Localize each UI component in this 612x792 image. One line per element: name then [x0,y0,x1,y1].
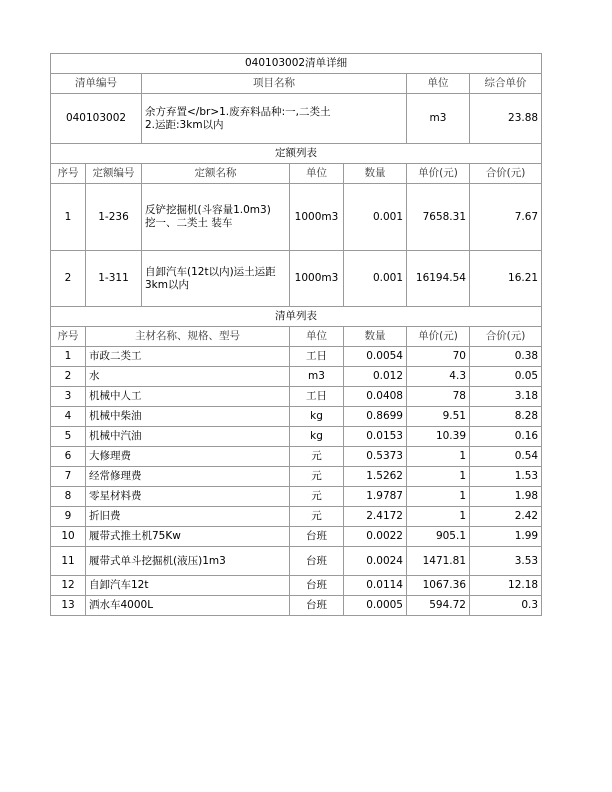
material-unit: 元 [290,487,344,507]
summary-name [142,94,407,144]
quota-section-title: 定额列表 [51,144,542,164]
quota-row [51,184,542,251]
table-row [51,447,542,467]
material-total: 0.05 [470,367,542,387]
material-total: 3.53 [470,547,542,576]
material-price: 1 [407,507,470,527]
material-total: 0.54 [470,447,542,467]
material-qty: 0.0005 [344,596,407,616]
material-price: 9.51 [407,407,470,427]
summary-row [51,94,542,144]
material-qty: 1.5262 [344,467,407,487]
material-qty: 0.0024 [344,547,407,576]
material-qty: 0.0054 [344,347,407,367]
material-no: 8 [51,487,86,507]
material-total: 0.16 [470,427,542,447]
page-title: 040103002清单详细 [51,54,542,74]
material-price: 1471.81 [407,547,470,576]
materials-header-row [51,327,542,347]
quota-header-row [51,164,542,184]
quota-header-name: 定额名称 [142,164,290,184]
materials-header-no: 序号 [51,327,86,347]
material-name: 折旧费 [86,507,290,527]
quota-name [142,251,290,307]
material-name: 市政二类工 [86,347,290,367]
material-unit: kg [290,407,344,427]
material-name: 大修理费 [86,447,290,467]
summary-header-row [51,74,542,94]
quota-code: 1-236 [86,184,142,251]
table-row [51,387,542,407]
table-row [51,407,542,427]
material-price: 594.72 [407,596,470,616]
material-no: 12 [51,576,86,596]
table-row [51,347,542,367]
material-total: 8.28 [470,407,542,427]
materials-section-title: 清单列表 [51,307,542,327]
quota-row [51,251,542,307]
material-price: 78 [407,387,470,407]
summary-unit: m3 [407,94,470,144]
material-qty: 0.0408 [344,387,407,407]
material-qty: 0.0153 [344,427,407,447]
material-price: 1 [407,447,470,467]
quota-header-price: 单价(元) [407,164,470,184]
material-no: 3 [51,387,86,407]
material-price: 1 [407,487,470,507]
material-no: 13 [51,596,86,616]
table-row [51,427,542,447]
quota-unit: 1000m3 [290,184,344,251]
summary-name-line2: 2.运距:3km以内 [145,118,224,131]
material-qty: 1.9787 [344,487,407,507]
materials-header-qty: 数量 [344,327,407,347]
material-qty: 0.5373 [344,447,407,467]
material-no: 1 [51,347,86,367]
quota-header-total: 合价(元) [470,164,542,184]
material-name: 洒水车4000L [86,596,290,616]
material-no: 11 [51,547,86,576]
materials-header-name: 主材名称、规格、型号 [86,327,290,347]
material-name: 水 [86,367,290,387]
quota-no: 2 [51,251,86,307]
material-total: 12.18 [470,576,542,596]
materials-body [51,347,542,616]
material-total: 1.53 [470,467,542,487]
material-total: 1.99 [470,527,542,547]
material-unit: 元 [290,507,344,527]
material-total: 1.98 [470,487,542,507]
materials-header-unit: 单位 [290,327,344,347]
material-unit: 元 [290,447,344,467]
summary-price: 23.88 [470,94,542,144]
materials-header-price: 单价(元) [407,327,470,347]
quota-qty: 0.001 [344,184,407,251]
quota-price: 7658.31 [407,184,470,251]
material-unit: 台班 [290,547,344,576]
material-qty: 2.4172 [344,507,407,527]
material-name: 零星材料费 [86,487,290,507]
material-name: 机械中汽油 [86,427,290,447]
material-name: 机械中柴油 [86,407,290,427]
material-price: 4.3 [407,367,470,387]
material-no: 6 [51,447,86,467]
material-price: 70 [407,347,470,367]
material-qty: 0.8699 [344,407,407,427]
header-name: 项目名称 [142,74,407,94]
quota-header-code: 定额编号 [86,164,142,184]
table-row [51,367,542,387]
header-unit: 单位 [407,74,470,94]
material-name: 自卸汽车12t [86,576,290,596]
header-code: 清单编号 [51,74,142,94]
quota-header-qty: 数量 [344,164,407,184]
material-price: 905.1 [407,527,470,547]
material-name: 经常修理费 [86,467,290,487]
quota-total: 16.21 [470,251,542,307]
table-row [51,596,542,616]
quota-no: 1 [51,184,86,251]
quota-name-line2: 3km以内 [145,278,189,291]
material-qty: 0.0022 [344,527,407,547]
material-unit: m3 [290,367,344,387]
table-row [51,507,542,527]
material-qty: 0.0114 [344,576,407,596]
quota-header-no: 序号 [51,164,86,184]
material-unit: 台班 [290,527,344,547]
materials-header-total: 合价(元) [470,327,542,347]
material-no: 9 [51,507,86,527]
quota-code: 1-311 [86,251,142,307]
quota-qty: 0.001 [344,251,407,307]
material-unit: 台班 [290,596,344,616]
material-name: 机械中人工 [86,387,290,407]
summary-name-line1: 余方弃置</br>1.废弃料品种:一,二类土 [145,105,331,118]
material-price: 1 [407,467,470,487]
material-no: 10 [51,527,86,547]
quota-name-line1: 自卸汽车(12t以内)运土运距 [145,265,276,278]
material-no: 7 [51,467,86,487]
material-no: 2 [51,367,86,387]
table-row [51,467,542,487]
material-unit: 元 [290,467,344,487]
quota-name [142,184,290,251]
quota-price: 16194.54 [407,251,470,307]
material-unit: kg [290,427,344,447]
material-unit: 台班 [290,576,344,596]
quota-name-line1: 反铲挖掘机(斗容量1.0m3) [145,204,271,216]
quota-unit: 1000m3 [290,251,344,307]
table-row [51,576,542,596]
material-price: 1067.36 [407,576,470,596]
quota-header-unit: 单位 [290,164,344,184]
detail-table [50,53,542,616]
material-total: 0.38 [470,347,542,367]
material-total: 0.3 [470,596,542,616]
table-row [51,487,542,507]
material-total: 2.42 [470,507,542,527]
material-price: 10.39 [407,427,470,447]
material-total: 3.18 [470,387,542,407]
material-unit: 工日 [290,347,344,367]
material-name: 履带式单斗挖掘机(液压)1m3 [86,547,290,576]
material-no: 4 [51,407,86,427]
table-row [51,547,542,576]
header-price: 综合单价 [470,74,542,94]
material-qty: 0.012 [344,367,407,387]
quota-total: 7.67 [470,184,542,251]
quota-name-line2: 挖一、二类土 装车 [145,217,233,229]
material-name: 履带式推土机75Kw [86,527,290,547]
table-row [51,527,542,547]
material-unit: 工日 [290,387,344,407]
material-no: 5 [51,427,86,447]
summary-code: 040103002 [51,94,142,144]
